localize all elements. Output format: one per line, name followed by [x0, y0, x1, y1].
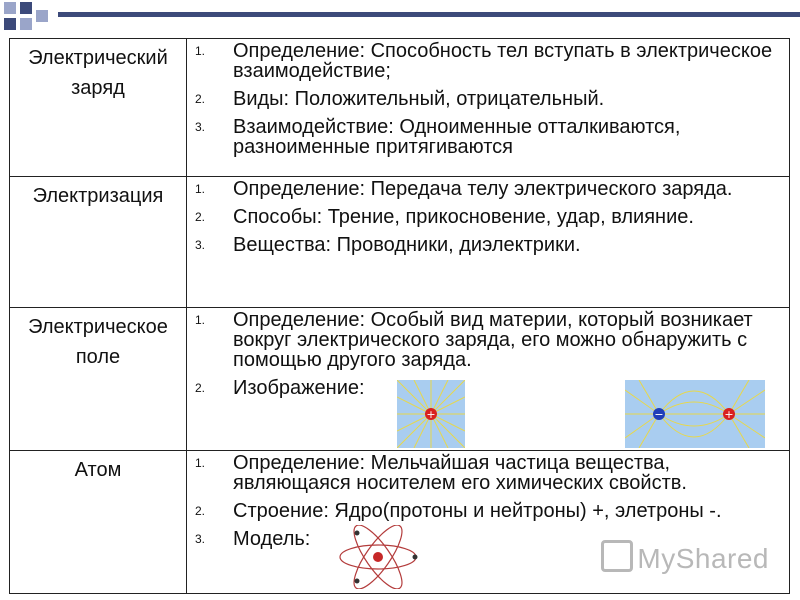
deco-square — [36, 10, 48, 22]
definition-cell — [187, 451, 790, 594]
item-text: Изображение: — [233, 377, 365, 399]
table-row — [10, 308, 790, 451]
single-charge-field-image — [397, 380, 465, 448]
definition-cell — [187, 177, 790, 308]
item-number: 1. — [195, 44, 206, 58]
dipole-field-image — [625, 380, 765, 448]
item-text: Строение: Ядро(протоны и нейтроны) +, элетроны -. — [233, 500, 722, 522]
item-text: Способы: Трение, прикосновение, удар, влияние. — [233, 206, 694, 228]
item-number: 2. — [195, 92, 206, 106]
item-number: 1. — [195, 182, 206, 196]
atom-model-image — [333, 525, 423, 589]
concepts-table — [9, 38, 790, 594]
term-cell — [10, 451, 187, 594]
watermark — [601, 540, 769, 575]
table-row — [10, 39, 790, 177]
item-text: Взаимодействие: Одноименные отталкиваются, разноименные притягиваются — [233, 116, 681, 158]
term-cell — [10, 39, 187, 177]
term-cell — [10, 308, 187, 451]
item-number: 2. — [195, 210, 206, 224]
item-number: 3. — [195, 120, 206, 134]
term-label: Электрический заряд — [28, 47, 168, 99]
electron — [413, 555, 418, 560]
list-item — [193, 179, 783, 199]
item-list — [193, 179, 783, 255]
list-item — [193, 89, 783, 109]
term-label: Электрическое поле — [28, 316, 168, 368]
table-row — [10, 177, 790, 308]
item-text: Модель: — [233, 528, 311, 550]
deco-square — [20, 18, 32, 30]
table-row — [10, 451, 790, 594]
list-item — [193, 235, 783, 255]
nucleus — [373, 552, 383, 562]
item-number: 2. — [195, 381, 206, 395]
item-list — [193, 41, 783, 157]
slide-decoration — [0, 0, 800, 34]
list-item — [193, 501, 783, 521]
item-number: 3. — [195, 532, 206, 546]
electron — [355, 579, 360, 584]
deco-square — [20, 2, 32, 14]
deco-square — [4, 2, 16, 14]
item-text: Определение: Особый вид материи, который возникает вокруг электрического заряда, его можно обнаружить с помощью другого заряда. — [233, 309, 753, 371]
term-label: Электризация — [32, 185, 164, 207]
list-item — [193, 310, 783, 370]
item-text: Виды: Положительный, отрицательный. — [233, 88, 605, 110]
list-item — [193, 41, 783, 81]
charge-sign: − — [654, 408, 664, 421]
term-cell — [10, 177, 187, 308]
item-text: Определение: Передача телу электрического заряда. — [233, 178, 733, 200]
deco-bar — [58, 12, 800, 17]
list-item — [193, 207, 783, 227]
charge-sign: + — [724, 408, 734, 421]
term-label: Атом — [74, 459, 122, 481]
list-item — [193, 117, 783, 157]
electron — [355, 531, 360, 536]
item-number: 3. — [195, 238, 206, 252]
item-number: 2. — [195, 504, 206, 518]
deco-square — [4, 18, 16, 30]
item-number: 1. — [195, 313, 206, 327]
item-text: Определение: Мельчайшая частица вещества, являющаяся носителем его химических свойств. — [233, 452, 687, 494]
list-item — [193, 453, 783, 493]
definition-cell — [187, 39, 790, 177]
item-list — [193, 453, 783, 549]
charge-sign: + — [426, 408, 436, 421]
item-number: 1. — [195, 456, 206, 470]
definition-cell — [187, 308, 790, 451]
watermark-text: MyShared — [637, 543, 769, 574]
watermark-icon — [601, 540, 633, 572]
item-text: Вещества: Проводники, диэлектрики. — [233, 234, 581, 256]
item-text: Определение: Способность тел вступать в электрическое взаимодействие; — [233, 40, 773, 82]
